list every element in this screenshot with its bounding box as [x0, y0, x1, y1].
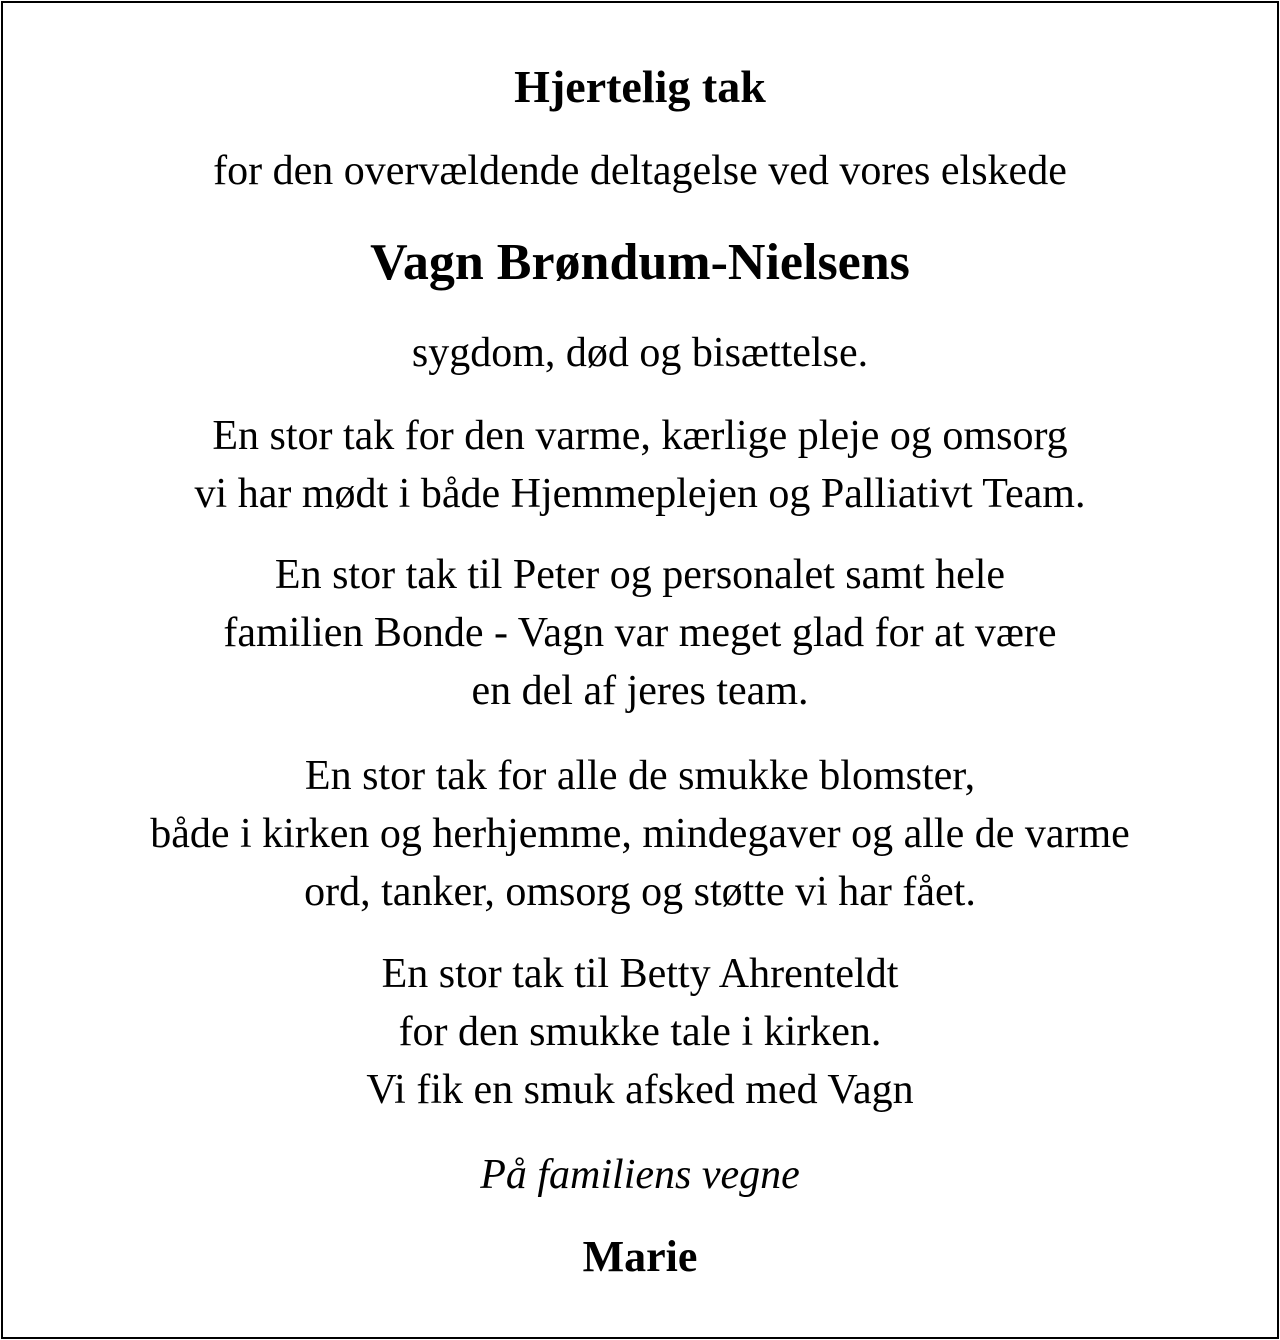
closing-text: På familiens vegne [480, 1152, 800, 1198]
paragraph-2-line-2: familien Bonde - Vagn var meget glad for at være [223, 610, 1057, 656]
notice-frame [1, 1, 1279, 1339]
paragraph-2-line-3: en del af jeres team. [471, 668, 809, 714]
signature: Marie [582, 1232, 698, 1281]
paragraph-4-line-3: Vi fik en smuk afsked med Vagn [366, 1067, 914, 1113]
paragraph-4-line-2: for den smukke tale i kirken. [398, 1009, 882, 1055]
paragraph-1-line-2: vi har mødt i både Hjemmeplejen og Palliativt Team. [194, 471, 1086, 517]
heading: Hjertelig tak [514, 61, 766, 112]
paragraph-4-line-1: En stor tak til Betty Ahrenteldt [381, 951, 899, 997]
paragraph-3-line-3: ord, tanker, omsorg og støtte vi har fået. [304, 869, 976, 915]
intro-text: for den overvældende deltagelse ved vores elskede [213, 148, 1067, 194]
deceased-name: Vagn Brøndum-Nielsens [370, 234, 910, 291]
paragraph-3-line-2: både i kirken og herhjemme, mindegaver og alle de varme [150, 811, 1130, 857]
paragraph-3-line-1: En stor tak for alle de smukke blomster, [304, 753, 976, 799]
paragraph-1-line-1: En stor tak for den varme, kærlige pleje og omsorg [212, 413, 1068, 459]
subject-text: sygdom, død og bisættelse. [411, 330, 869, 376]
paragraph-2-line-1: En stor tak til Peter og personalet samt hele [274, 552, 1006, 598]
